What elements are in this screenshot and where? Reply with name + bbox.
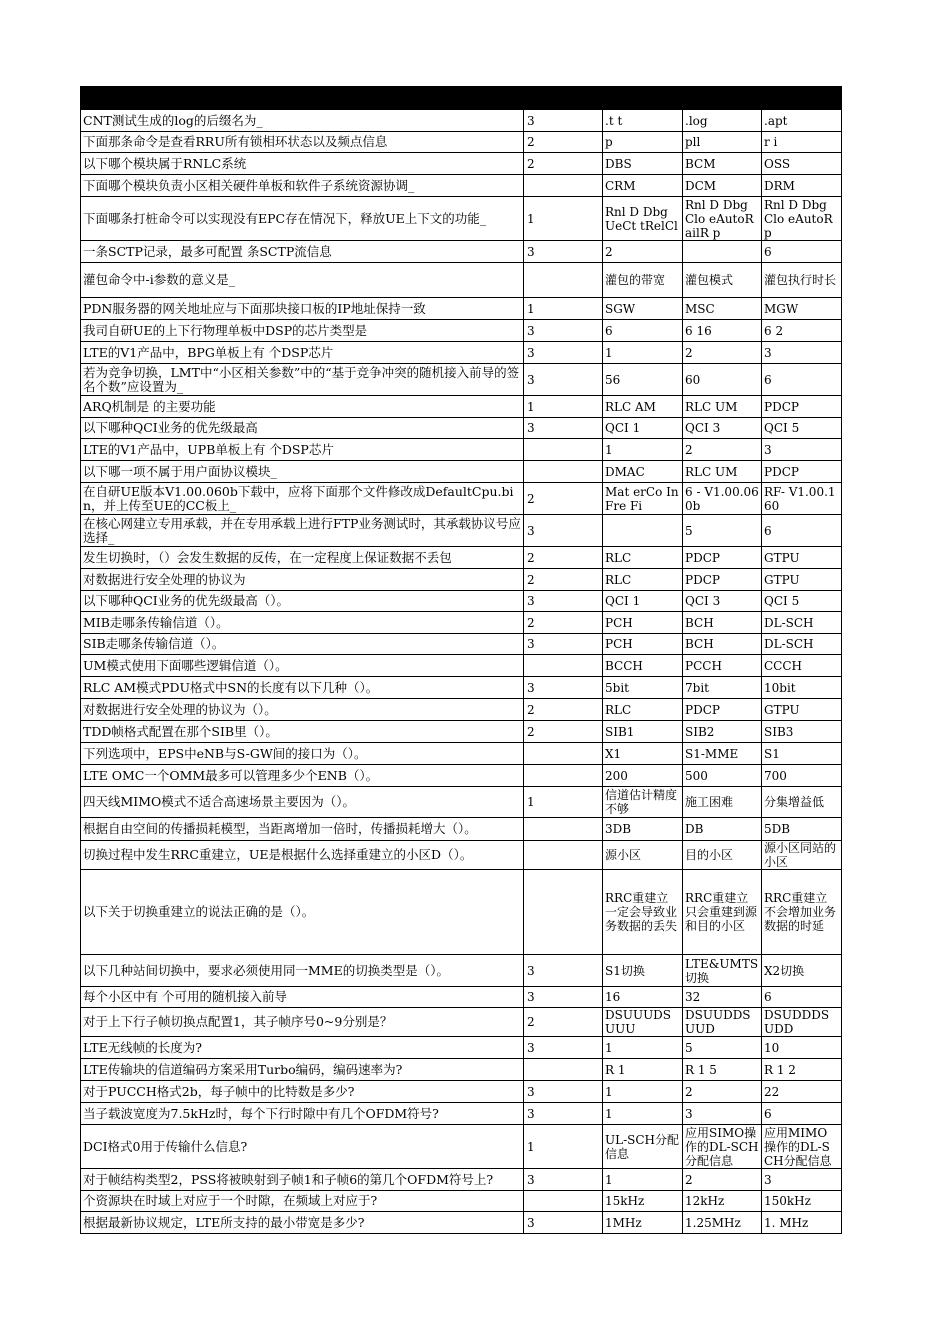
option-b-cell: pll [683,132,762,153]
option-b-cell: 2 [683,1081,762,1103]
table-row [81,699,842,721]
option-c-cell: SIB3 [762,721,842,743]
option-b-cell: QCI 3 [683,591,762,612]
question-cell: 下列选项中，EPS中eNB与S-GW间的接口为（）。 [81,743,524,765]
option-c-cell: GTPU [762,569,842,591]
option-b-cell: 2 [683,342,762,364]
table-row [81,955,842,987]
option-a-cell: DSUUUDSUUU [603,1008,683,1037]
option-b-cell: 灌包模式 [683,263,762,298]
answer-cell: 3 [524,110,603,132]
answer-cell [524,1191,603,1212]
option-c-cell: OSS [762,153,842,175]
option-a-cell: SGW [603,298,683,320]
question-cell: LTE的V1产品中，BPG单板上有 个DSP芯片 [81,342,524,364]
answer-cell [524,818,603,841]
table-row [81,765,842,787]
question-cell: MIB走哪条传输信道（）。 [81,612,524,634]
option-c-cell: .apt [762,110,842,132]
option-c-cell: 5DB [762,818,842,841]
option-b-cell: 5 [683,515,762,547]
answer-cell: 3 [524,677,603,699]
question-cell: 对数据进行安全处理的协议为 [81,569,524,591]
table-row [81,483,842,515]
option-a-cell: CRM [603,175,683,197]
answer-cell: 3 [524,591,603,612]
option-a-cell: 灌包的带宽 [603,263,683,298]
question-cell: 灌包命令中-i参数的意义是_ [81,263,524,298]
option-a-cell: 3DB [603,818,683,841]
option-b-cell: 6 16 [683,320,762,342]
question-cell: 根据最新协议规定，LTE所支持的最小带宽是多少? [81,1212,524,1234]
answer-cell: 2 [524,132,603,153]
option-c-cell: DRM [762,175,842,197]
option-c-cell: 10 [762,1037,842,1059]
question-cell: 四天线MIMO模式不适合高速场景主要因为（）。 [81,787,524,818]
answer-cell: 1 [524,787,603,818]
option-c-cell: MGW [762,298,842,320]
option-b-cell: PDCP [683,699,762,721]
option-a-cell: UL-SCH分配信息 [603,1125,683,1169]
table-row [81,743,842,765]
question-cell: 在自研UE版本V1.00.060b下载中，应将下面那个文件修改成DefaultCpu.bin，并上传至UE的CC板上_ [81,483,524,515]
option-c-cell: QCI 5 [762,418,842,439]
table-row [81,320,842,342]
option-a-cell: SIB1 [603,721,683,743]
option-c-cell: 6 [762,241,842,263]
answer-cell [524,765,603,787]
table-row [81,787,842,818]
option-c-cell: 3 [762,439,842,461]
answer-cell: 3 [524,987,603,1008]
option-a-cell: 1 [603,439,683,461]
option-a-cell: Mat erCo InFre Fi [603,483,683,515]
option-c-cell: 灌包执行时长 [762,263,842,298]
answer-cell: 3 [524,241,603,263]
answer-cell: 2 [524,483,603,515]
option-b-cell: RRC重建立只会重建到源和目的小区 [683,870,762,955]
option-a-cell: 1 [603,1169,683,1191]
option-a-cell: X1 [603,743,683,765]
header-cell [524,87,603,110]
option-a-cell: 2 [603,241,683,263]
option-a-cell: S1切换 [603,955,683,987]
table-row [81,241,842,263]
table-row [81,591,842,612]
table-row [81,153,842,175]
table-row [81,870,842,955]
option-b-cell: S1-MME [683,743,762,765]
answer-cell: 3 [524,1103,603,1125]
option-c-cell: 700 [762,765,842,787]
option-c-cell: 应用MIMO操作的DL-SCH分配信息 [762,1125,842,1169]
option-a-cell: 源小区 [603,841,683,870]
option-c-cell: 3 [762,1169,842,1191]
table-row [81,1125,842,1169]
option-a-cell: Rnl D Dbg UeCt tRelCl [603,197,683,241]
question-cell: SIB走哪条传输信道（）。 [81,634,524,655]
answer-cell: 2 [524,1008,603,1037]
option-a-cell: 6 [603,320,683,342]
option-a-cell: 5bit [603,677,683,699]
option-a-cell: R 1 [603,1059,683,1081]
option-c-cell: Rnl D Dbg Clo eAutoR p [762,197,842,241]
question-cell: 对于PUCCH格式2b，每子帧中的比特数是多少? [81,1081,524,1103]
table-row [81,1037,842,1059]
answer-cell: 1 [524,396,603,418]
table-row [81,515,842,547]
option-b-cell: 500 [683,765,762,787]
answer-cell: 3 [524,342,603,364]
option-a-cell: QCI 1 [603,418,683,439]
option-a-cell: .t t [603,110,683,132]
answer-cell [524,841,603,870]
option-c-cell: 6 [762,364,842,396]
option-c-cell: GTPU [762,699,842,721]
option-a-cell: DBS [603,153,683,175]
option-b-cell: DCM [683,175,762,197]
option-b-cell: PCCH [683,655,762,677]
option-a-cell: 1 [603,1081,683,1103]
option-b-cell: 7bit [683,677,762,699]
option-a-cell: p [603,132,683,153]
question-cell: 根据自由空间的传播损耗模型，当距离增加一倍时，传播损耗增大（）。 [81,818,524,841]
option-c-cell: r i [762,132,842,153]
header-cell [603,87,683,110]
question-cell: 发生切换时，（）会发生数据的反传，在一定程度上保证数据不丢包 [81,547,524,569]
option-b-cell: LTE&UMTS切换 [683,955,762,987]
table-row [81,1059,842,1081]
question-cell: 切换过程中发生RRC重建立，UE是根据什么选择重建立的小区D（）。 [81,841,524,870]
question-cell: 以下哪个模块属于RNLC系统 [81,153,524,175]
option-a-cell: QCI 1 [603,591,683,612]
option-b-cell: RLC UM [683,461,762,483]
answer-cell [524,175,603,197]
option-b-cell: 施工困难 [683,787,762,818]
option-a-cell: PCH [603,634,683,655]
option-c-cell: GTPU [762,547,842,569]
question-cell: 以下哪种QCI业务的优先级最高 [81,418,524,439]
table-row [81,569,842,591]
option-a-cell: RLC [603,699,683,721]
table-row [81,634,842,655]
table-row [81,197,842,241]
question-cell: PDN服务器的网关地址应与下面那块接口板的IP地址保持一致 [81,298,524,320]
answer-cell: 1 [524,197,603,241]
answer-cell: 3 [524,364,603,396]
answer-cell: 2 [524,612,603,634]
table-row [81,396,842,418]
table-row [81,1212,842,1234]
option-a-cell: BCCH [603,655,683,677]
option-c-cell: 6 [762,1103,842,1125]
table-row [81,655,842,677]
table-row [81,677,842,699]
option-c-cell: X2切换 [762,955,842,987]
table-row [81,175,842,197]
question-cell: 若为竞争切换，LMT中“小区相关参数”中的“基于竞争冲突的随机接入前导的签名个数”应设置为_ [81,364,524,396]
table-row [81,110,842,132]
header-bar [81,87,842,110]
option-b-cell [683,241,762,263]
option-b-cell: 5 [683,1037,762,1059]
answer-cell: 3 [524,1081,603,1103]
question-cell: RLC AM模式PDU格式中SN的长度有以下几种（）。 [81,677,524,699]
option-a-cell: 1 [603,1103,683,1125]
option-b-cell: MSC [683,298,762,320]
option-c-cell: 6 [762,987,842,1008]
table-row [81,1008,842,1037]
table-row [81,342,842,364]
option-b-cell: 应用SIMO操作的DL-SCH分配信息 [683,1125,762,1169]
question-cell: DCI格式0用于传输什么信息? [81,1125,524,1169]
answer-cell: 3 [524,418,603,439]
option-c-cell: R 1 2 [762,1059,842,1081]
option-c-cell: 1. MHz [762,1212,842,1234]
option-b-cell: Rnl D Dbg Clo eAutoR ailR p [683,197,762,241]
option-b-cell: R 1 5 [683,1059,762,1081]
question-cell: 下面那条命令是查看RRU所有锁相环状态以及频点信息 [81,132,524,153]
option-a-cell: RRC重建立一定会导致业务数据的丢失 [603,870,683,955]
option-c-cell: 22 [762,1081,842,1103]
option-c-cell: S1 [762,743,842,765]
option-c-cell: PDCP [762,396,842,418]
answer-cell: 1 [524,298,603,320]
table-row [81,1103,842,1125]
option-a-cell: 信道估计精度不够 [603,787,683,818]
option-a-cell [603,515,683,547]
table-row [81,1081,842,1103]
table-row [81,364,842,396]
header-cell [81,87,524,110]
table-row [81,987,842,1008]
option-c-cell: 6 2 [762,320,842,342]
question-cell: 下面哪个模块负责小区相关硬件单板和软件子系统资源协调_ [81,175,524,197]
table-row [81,547,842,569]
option-b-cell: DSUUDDSUUD [683,1008,762,1037]
header-cell [762,87,842,110]
answer-cell: 2 [524,569,603,591]
question-cell: 对数据进行安全处理的协议为（）。 [81,699,524,721]
answer-cell: 3 [524,955,603,987]
table-row [81,132,842,153]
question-cell: 下面哪条打桩命令可以实现没有EPC存在情况下，释放UE上下文的功能_ [81,197,524,241]
option-b-cell: 3 [683,1103,762,1125]
question-cell: UM模式使用下面哪些逻辑信道（）。 [81,655,524,677]
table-row [81,721,842,743]
answer-cell [524,743,603,765]
option-c-cell: 3 [762,342,842,364]
table-row [81,1169,842,1191]
answer-cell: 2 [524,153,603,175]
table-row [81,818,842,841]
answer-cell: 3 [524,515,603,547]
question-cell: ARQ机制是 的主要功能 [81,396,524,418]
question-cell: 当子载波宽度为7.5kHz时，每个下行时隙中有几个OFDM符号? [81,1103,524,1125]
option-b-cell: 60 [683,364,762,396]
answer-cell: 2 [524,547,603,569]
option-c-cell: DL-SCH [762,634,842,655]
option-c-cell: PDCP [762,461,842,483]
option-a-cell: 200 [603,765,683,787]
table-row [81,263,842,298]
answer-cell [524,263,603,298]
option-b-cell: 6 - V1.00.060b [683,483,762,515]
question-sheet [80,86,842,1234]
answer-cell: 3 [524,1212,603,1234]
question-cell: 在核心网建立专用承载，并在专用承载上进行FTP业务测试时，其承载协议号应选择_ [81,515,524,547]
question-cell: LTE传输块的信道编码方案采用Turbo编码，编码速率为? [81,1059,524,1081]
question-cell: 每个小区中有 个可用的随机接入前导 [81,987,524,1008]
option-c-cell: 源小区同站的小区 [762,841,842,870]
table-row [81,439,842,461]
answer-cell: 3 [524,1169,603,1191]
option-c-cell: 150kHz [762,1191,842,1212]
option-b-cell: QCI 3 [683,418,762,439]
question-cell: 以下关于切换重建立的说法正确的是（）。 [81,870,524,955]
option-b-cell: PDCP [683,569,762,591]
option-a-cell: 16 [603,987,683,1008]
option-c-cell: QCI 5 [762,591,842,612]
question-cell: TDD帧格式配置在那个SIB里（）。 [81,721,524,743]
option-c-cell: RRC重建立不会增加业务数据的时延 [762,870,842,955]
answer-cell: 2 [524,721,603,743]
answer-cell [524,461,603,483]
option-b-cell: 2 [683,439,762,461]
question-cell: 对于帧结构类型2，PSS将被映射到子帧1和子帧6的第几个OFDM符号上? [81,1169,524,1191]
option-b-cell: SIB2 [683,721,762,743]
question-cell: LTE无线帧的长度为? [81,1037,524,1059]
table-row [81,298,842,320]
table-row [81,841,842,870]
question-cell: 对于上下行子帧切换点配置1，其子帧序号0~9分别是？ [81,1008,524,1037]
answer-cell: 3 [524,320,603,342]
option-c-cell: DL-SCH [762,612,842,634]
option-a-cell: RLC [603,547,683,569]
question-cell: 个资源块在时域上对应于一个时隙，在频域上对应于? [81,1191,524,1212]
answer-cell [524,870,603,955]
option-c-cell: CCCH [762,655,842,677]
option-c-cell: DSUDDDSUDD [762,1008,842,1037]
option-b-cell: 12kHz [683,1191,762,1212]
answer-cell [524,655,603,677]
answer-cell: 3 [524,634,603,655]
option-b-cell: BCM [683,153,762,175]
question-cell: 以下几种站间切换中，要求必须使用同一MME的切换类型是（）。 [81,955,524,987]
table-row [81,418,842,439]
option-a-cell: DMAC [603,461,683,483]
answer-cell: 2 [524,699,603,721]
option-a-cell: RLC AM [603,396,683,418]
option-c-cell: RF- V1.00.160 [762,483,842,515]
option-b-cell: .log [683,110,762,132]
answer-cell [524,439,603,461]
option-a-cell: 1 [603,342,683,364]
option-b-cell: 目的小区 [683,841,762,870]
option-a-cell: 1 [603,1037,683,1059]
option-b-cell: RLC UM [683,396,762,418]
question-cell: LTE OMC一个OMM最多可以管理多少个ENB（）。 [81,765,524,787]
option-b-cell: 2 [683,1169,762,1191]
option-c-cell: 6 [762,515,842,547]
answer-cell [524,1059,603,1081]
question-cell: 我司自研UE的上下行物理单板中DSP的芯片类型是 [81,320,524,342]
table-row [81,461,842,483]
option-b-cell: DB [683,818,762,841]
answer-cell: 1 [524,1125,603,1169]
header-cell [683,87,762,110]
question-cell: 以下哪一项不属于用户面协议模块_ [81,461,524,483]
table-row [81,1191,842,1212]
question-cell: 以下哪种QCI业务的优先级最高（）。 [81,591,524,612]
question-cell: 一条SCTP记录，最多可配置 条SCTP流信息 [81,241,524,263]
table-row [81,612,842,634]
option-a-cell: 56 [603,364,683,396]
question-cell: CNT测试生成的log的后缀名为_ [81,110,524,132]
option-a-cell: RLC [603,569,683,591]
option-c-cell: 分集增益低 [762,787,842,818]
option-c-cell: 10bit [762,677,842,699]
option-a-cell: 15kHz [603,1191,683,1212]
option-b-cell: 32 [683,987,762,1008]
option-b-cell: 1.25MHz [683,1212,762,1234]
option-b-cell: PDCP [683,547,762,569]
answer-cell: 3 [524,1037,603,1059]
option-b-cell: BCH [683,612,762,634]
option-a-cell: 1MHz [603,1212,683,1234]
question-cell: LTE的V1产品中，UPB单板上有 个DSP芯片 [81,439,524,461]
option-b-cell: BCH [683,634,762,655]
option-a-cell: PCH [603,612,683,634]
